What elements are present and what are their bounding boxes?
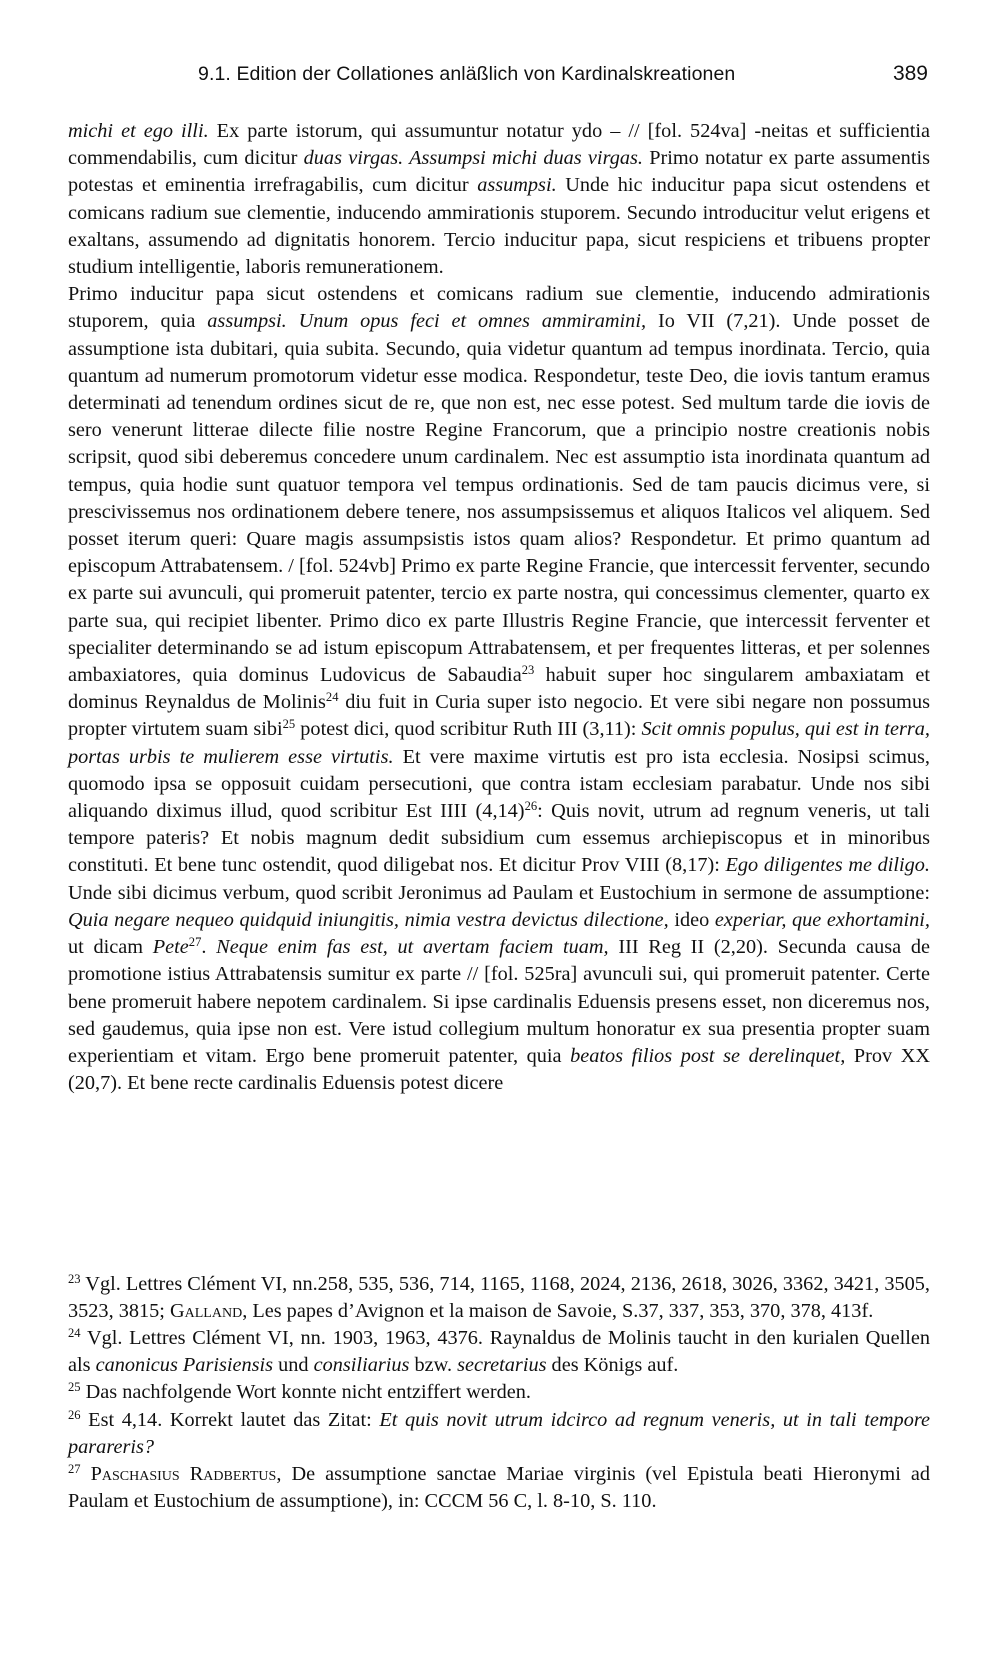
italic-text: Et quis novit utrum idcirco ad regnum veneris, ut in tali tempore parareris? [68,1408,930,1458]
text-run: Vgl. Lettres Clément VI, nn. 1903, 1963, 4376. Raynaldus de Molinis taucht in den kurialen Quellen als [68,1327,930,1376]
footnote-ref: 25 [282,717,296,732]
text-run: ideo [668,908,715,931]
text-run: Primo inducitur papa sicut ostendens et comicans radium sue clementie, inducendo admirationis stuporem, quia [68,283,930,333]
text-run: , De assumptione sanctae Mariae virginis (vel Epistula beati Hieronymi ad Paulam et Eustochium de assumptione), in: CCCM 56 C, l. 8-10, S. 110. [68,1463,931,1512]
footnote-ref: 24 [325,690,339,705]
italic-text: duas virgas. Assumpsi michi duas virgas. [303,147,643,170]
text-run: Et vere maxime virtutis est pro ista ecclesia. Nosipsi scimus, quomodo ipsa se opposuit cuidam persecutioni, que contra istam ecclesiam parabatur. Unde nos sibi aliquando diximus illud, quod scribitur Est IIII (4,14) [68,745,930,823]
footnote [68,1271,930,1324]
footnote [68,1325,930,1378]
text-run: Vgl. Lettres Clément VI, nn.258, 535, 536, 714, 1165, 1168, 2024, 2136, 2618, 3026, 3362, 3421, 3505, 3523, 3815; [68,1273,930,1322]
text-run: Prov XX (20,7). Et bene recte cardinalis Eduensis potest dicere [68,1044,931,1095]
text-run: Unde hic inducitur papa sicut ostendens et comicans radium sue clementie, inducendo ammirationis stuporem. Secundo introducitur velut erigens et exaltans, assumendo ad dignitatis honorem. Tercio inducitur papa, sicut respiciens et tribuens propter studium intelligentie, laboris remunerationem. [68,174,930,279]
italic-text: canonicus Parisiensis [95,1353,274,1376]
page-header [198,62,928,92]
footnote-ref: 26 [68,1408,81,1423]
text-run: . [201,936,217,959]
italic-text: michi et ego illi. [68,120,209,142]
footnote-ref: 23 [521,663,535,678]
text-run: und [273,1353,314,1376]
footnote-ref: 26 [524,799,538,814]
paragraph-2 [68,281,930,1097]
italic-text: assumpsi. [477,174,557,197]
text-run: Io VII (7,21). Unde posset de assumptione ista dubitari, quia subita. Secundo, quia videtur quantum ad tempus inordinata. Tercio, quia quantum ad numerum promotorum videtur esse modica. Respondetur, teste Deo, die iovis tantum eramus determinati ad tenendum ordines sicut de re, que non est, nec esse potest. Sed multum tarde die iovis de sero venerunt litterae dilecte filie nostre Regine Francorum, que a principio nostre creationis nobis scripsit, quod sibi deberemus concedere unum cardinalem. Nec est assumptio ista inordinata quantum ad tempus, quia hodie sunt quatuor tempora vel tempus ordinationis. Sed de tam paucis dicimus vere, si prescivissemus nos ordinationem debere tenere, nos assumpsissemus et aliquos Italicos vel aliquem. Sed posset iterum queri: Quare magis assumpsistis istos quam alios? Respondetur. Et primo quantum ad episcopum Attrabatensem. / [fol. 524vb] Primo ex parte Regine Francie, que intercessit ferventer, secundo ex parte sui avunculi, qui promeruit patenter, tercio ex parte nostra, qui concessimus clementer, quarto ex parte sua, qui recipiet libenter. Primo dico ex parte Illustris Regine Francie, que intercessit ferventer et specialiter determinando se ad istum episcopum Attrabatensem, et per frequentes litteras, et per solennes ambaxiatores, quia dominus Ludovicus de Sabaudia [68,310,930,687]
text-run [81,1463,91,1485]
main-text [68,118,930,1097]
footnotes [68,1271,930,1515]
text-run: habuit super hoc singularem ambaxiatam et dominus Reynaldus de Molinis [68,664,930,714]
italic-text: Neque enim fas est, ut avertam faciem tuam, [216,936,609,959]
italic-text: Quia negare nequeo quidquid iniungitis, nimia vestra devictus dilectione, [68,908,669,931]
page-number: 389 [892,62,928,85]
text-run: potest dici, quod scribitur Ruth III (3,11): [295,718,642,741]
text-run: , Les papes d’Avignon et la maison de Savoie, S.37, 337, 353, 370, 378, 413f. [242,1299,874,1322]
text-run: ut dicam [68,936,153,959]
italic-text: Ego diligentes me diligo. [725,854,930,877]
footnote-ref: 27 [188,935,202,950]
italic-text: Scit omnis populus, qui est in terra, portas urbis te mulierem esse virtutis. [68,718,931,768]
italic-text: beatos filios post se derelinquet, [570,1044,846,1067]
italic-text: assumpsi. Unum opus feci et omnes ammiramini, [207,310,647,333]
footnote-ref: 23 [68,1272,81,1287]
footnote [68,1379,930,1406]
text-run: Das nachfolgende Wort konnte nicht entziffert werden. [80,1381,531,1404]
paragraph-1 [68,118,930,281]
footnote-ref: 25 [68,1380,81,1395]
footnote-ref: 24 [68,1326,81,1341]
text-run: diu fuit in Curia super isto negocio. Et vere sibi negare non possumus propter virtutem suam sibi [68,691,930,741]
footnote [68,1461,930,1514]
text-run: : Quis novit, utrum ad regnum veneris, ut tali tempore pateris? Et nobis magnum dedit subsidium cum essemus archiepiscopus et in minoribus constituti. Et bene tunc ostendit, quod diligebat nos. Et dicitur Prov VIII (8,17): [68,800,930,877]
italic-text: Pete [152,936,189,959]
running-title: 9.1. Edition der Collationes anläßlich von Kardinalskreationen [198,63,736,85]
italic-text: experiar, que exhortamini, [714,908,930,931]
italic-text: secretarius [457,1353,547,1376]
small-caps-name: Paschasius Radbertus [90,1463,277,1486]
small-caps-name: Galland [169,1299,243,1322]
text-run: bzw. [409,1353,458,1376]
text-run: Primo notatur ex parte assumentis potestas et eminentia irrefragabilis, cum dicitur [68,147,930,197]
italic-text: consiliarius [313,1353,410,1376]
footnote-ref: 27 [68,1462,81,1477]
text-run: III Reg II (2,20). Secunda causa de promotione istius Attrabatensis sumitur ex parte // [fol. 525ra] avunculi sui, qui promeruit patenter. Certe bene promeruit habere nepotem cardinalem. Si ipse cardinalis Eduensis presens esset, non diceremus nos, sed gaudemus, quia ipse non est. Vere istud collegium multum honoratur ex sua presentia propter suam experientiam et vitam. Ergo bene promeruit patenter, quia [68,936,931,1067]
text-run: Ex parte istorum, qui assumuntur notatur ydo – // [fol. 524va] -neitas et sufficientia commendabilis, cum dicitur [68,120,930,170]
text-run: des Königs auf. [546,1353,679,1376]
text-run: Est 4,14. Korrekt lautet das Zitat: [80,1408,380,1431]
footnote [68,1407,930,1460]
text-run: Unde sibi dicimus verbum, quod scribit Jeronimus ad Paulam et Eustochium in sermone de assumptione: [68,881,930,904]
